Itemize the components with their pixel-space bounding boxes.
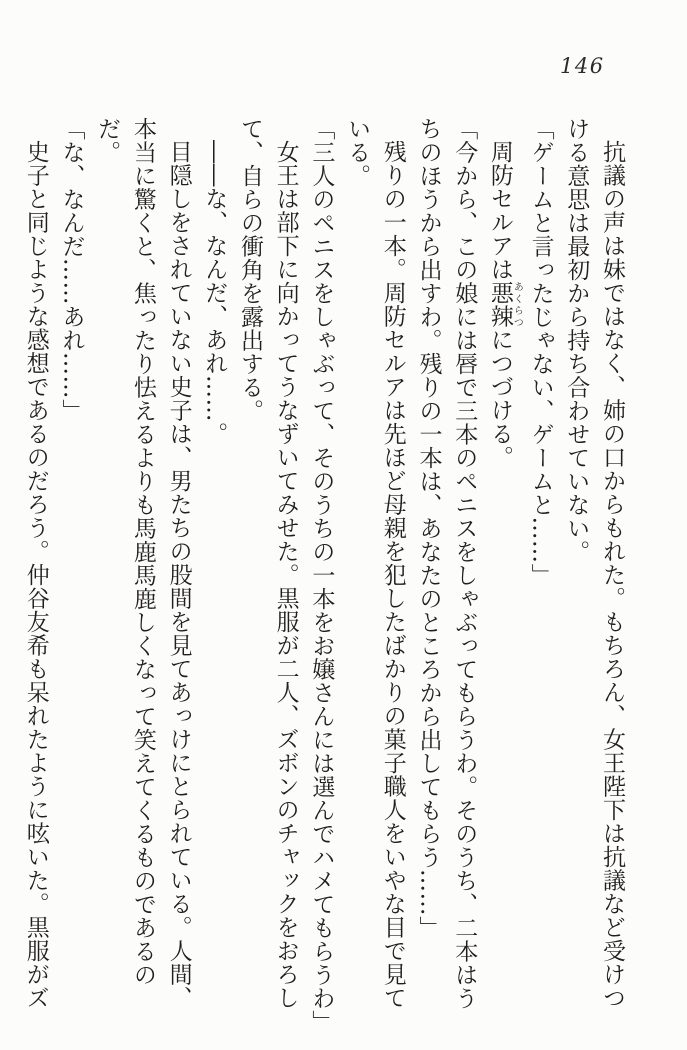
text-column-7: 残りの一本。周防セルアは先ほど母親を犯したばかりの菓子職人をいやな目で見て [379, 140, 406, 1010]
text-column-9: 「三人のペニスをしゃぶって、そのうちの一本をお嬢さんには選んでハメてもらうわ」 [308, 117, 335, 1034]
text-column-6: ちのほうから出すわ。残りの一本は、あなたのところから出してもらう……」 [415, 117, 442, 940]
text-column-1: 抗議の声は妹ではなく、姉の口からもれた。もちろん、女王陛下は抗議など受けつ [599, 140, 625, 1010]
page-number: 146 [560, 54, 605, 78]
text-column-12: ――な、なんだ、あれ……。 [201, 140, 228, 446]
text-column-3: 「ゲームと言ったじゃない、ゲームと……」 [527, 117, 554, 587]
text-column-16: 史子と同じような感想であるのだろう。仲谷友希も呆れたように呟いた。黒服がズ [22, 140, 49, 1010]
ruby-annotated-word: 悪辣あくらつ [486, 281, 523, 328]
text-column-11: て、自らの衝角を露出する。 [236, 117, 263, 423]
text-column-14: 本当に驚くと、焦ったり怯えるよりも馬鹿馬鹿しくなって笑えてくるものであるのだ。 [94, 117, 156, 987]
vertical-text-block [17, 117, 629, 1034]
text-column-5: 「今から、この娘には唇で三本のペニスをしゃぶってもらうわ。そのうち、二本はう [451, 117, 478, 1010]
text-column-8: いる。 [344, 117, 371, 188]
text-column-13: 目隠しをされていない史子は、男たちの股間を見てあっけにとられている。人間、 [165, 140, 192, 1010]
text-column-4: 周防セルアは悪辣あくらつにつづける。 [486, 140, 523, 469]
text-column-2: ける意思は最初から持ち合わせていない。 [563, 117, 590, 564]
text-column-10: 女王は部下に向かってうなずいてみせた。黒服が二人、ズボンのチャックをおろし [272, 140, 299, 1010]
text-column-15: 「な、なんだ……あれ……」 [58, 117, 85, 423]
